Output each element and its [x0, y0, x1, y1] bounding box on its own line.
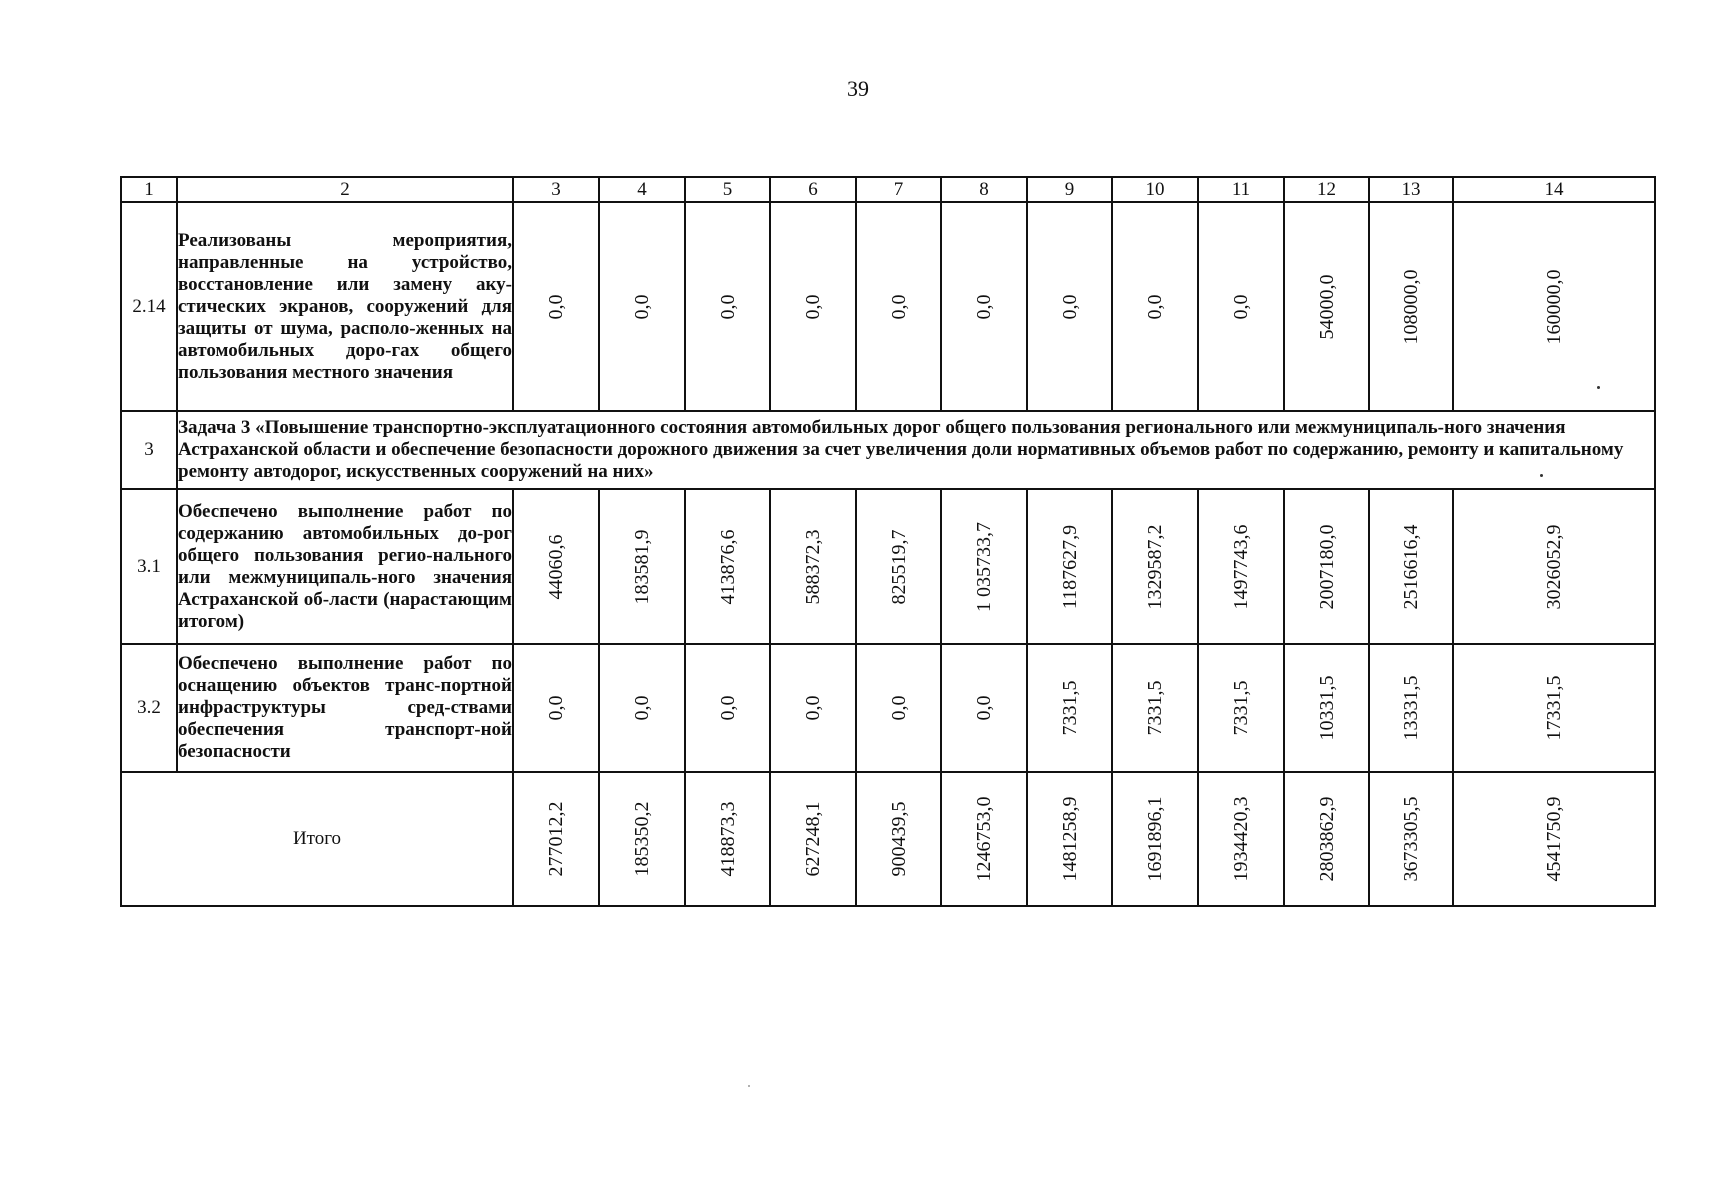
value-cell [513, 489, 599, 644]
table-row [121, 489, 1655, 644]
value-cell [1284, 489, 1369, 644]
value-text: 0,0 [1230, 294, 1252, 319]
row-description: Обеспечено выполнение работ по оснащению объектов транс-портной инфраструктуры сред-ствами обеспечения транспорт-ной безопасности [177, 644, 513, 772]
row-number: 3.1 [121, 489, 177, 644]
header-cell: 7 [856, 177, 941, 202]
value-text: 0,0 [716, 695, 739, 721]
value-text: 1329587,2 [1144, 524, 1166, 609]
value-cell [1453, 489, 1655, 644]
value-cell [685, 772, 770, 906]
value-text: 1497743,6 [1230, 524, 1252, 609]
row-number: 3.2 [121, 644, 177, 772]
value-text: 3026052,9 [1543, 524, 1565, 609]
value-cell [599, 772, 685, 906]
row-number: 2.14 [121, 202, 177, 411]
value-text: 1934420,3 [1230, 796, 1252, 882]
value-text: 7331,5 [1230, 680, 1252, 736]
value-cell [1198, 489, 1284, 644]
value-text: 13331,5 [1400, 675, 1422, 741]
value-text: 1481258,9 [1058, 796, 1081, 882]
value-text: 1246753,0 [973, 796, 995, 882]
value-text: 418873,3 [716, 801, 739, 877]
value-cell [1453, 644, 1655, 772]
value-text: 10331,5 [1315, 675, 1338, 741]
header-cell: 3 [513, 177, 599, 202]
table-row [121, 202, 1655, 411]
value-cell [941, 644, 1027, 772]
value-cell [1369, 489, 1453, 644]
value-text: 0,0 [545, 695, 567, 721]
value-cell [599, 644, 685, 772]
value-text: 108000,0 [1400, 269, 1422, 344]
value-cell [941, 772, 1027, 906]
scan-speck [1540, 474, 1543, 477]
value-cell [1369, 644, 1453, 772]
value-cell [770, 644, 856, 772]
value-cell [1198, 644, 1284, 772]
value-cell [941, 489, 1027, 644]
value-text: 0,0 [716, 294, 739, 319]
budget-table [120, 176, 1656, 907]
task-row [121, 411, 1655, 489]
value-cell [1453, 202, 1655, 411]
value-cell [1198, 772, 1284, 906]
value-cell [941, 202, 1027, 411]
value-text: 1 035733,7 [973, 521, 995, 612]
page-number: 39 [847, 76, 869, 101]
value-text: 160000,0 [1543, 269, 1565, 344]
value-text: 0,0 [802, 695, 824, 721]
value-cell [685, 644, 770, 772]
header-row [121, 177, 1655, 202]
value-cell [1112, 644, 1198, 772]
value-text: 900439,5 [887, 801, 910, 877]
value-cell [856, 644, 941, 772]
task-description: Задача 3 «Повышение транспортно-эксплуатационного состояния автомобильных дорог общего пользования регионального или межмуниципаль-ного значения Астраханской области и обеспечение безопасности дорожного движения за счет увеличения доли нормативных объемов работ по содержанию, ремонту и капитальному ремонту автодорог, искусственных сооружений на них» [177, 411, 1655, 489]
value-cell [513, 772, 599, 906]
value-text: 1187627,9 [1058, 524, 1081, 609]
value-text: 0,0 [973, 294, 995, 319]
scan-speck [1597, 386, 1600, 389]
total-label: Итого [121, 772, 513, 906]
value-text: 0,0 [887, 695, 910, 721]
value-cell [513, 644, 599, 772]
value-cell [1027, 202, 1112, 411]
value-text: 0,0 [631, 695, 653, 721]
value-text: 0,0 [1058, 294, 1081, 319]
value-cell [770, 772, 856, 906]
value-text: 185350,2 [631, 801, 653, 877]
value-cell [685, 489, 770, 644]
value-cell [770, 489, 856, 644]
value-cell [770, 202, 856, 411]
value-cell [1112, 772, 1198, 906]
value-text: 0,0 [1144, 294, 1166, 319]
header-cell: 4 [599, 177, 685, 202]
table-row [121, 644, 1655, 772]
value-text: 0,0 [545, 294, 567, 319]
row-number: 3 [121, 411, 177, 489]
total-row [121, 772, 1655, 906]
value-text: 277012,2 [545, 801, 567, 877]
header-cell: 8 [941, 177, 1027, 202]
value-cell [1198, 202, 1284, 411]
value-cell [856, 772, 941, 906]
value-text: 3673305,5 [1400, 796, 1422, 882]
value-text: 1691896,1 [1144, 796, 1166, 882]
value-cell [1284, 644, 1369, 772]
row-description: Реализованы мероприятия, направленные на устройство, восстановление или замену аку-стических экранов, сооружений для защиты от шума, располо-женных на автомобильных доро-гах общего пользования местного значения [177, 202, 513, 411]
value-cell [685, 202, 770, 411]
header-cell: 12 [1284, 177, 1369, 202]
value-text: 2516616,4 [1400, 524, 1422, 609]
header-cell: 13 [1369, 177, 1453, 202]
value-cell [513, 202, 599, 411]
header-cell: 5 [685, 177, 770, 202]
value-cell [599, 202, 685, 411]
value-text: 825519,7 [887, 529, 910, 604]
value-cell [1112, 202, 1198, 411]
value-text: 413876,6 [716, 529, 739, 604]
value-cell [856, 489, 941, 644]
value-cell [1284, 772, 1369, 906]
header-cell: 9 [1027, 177, 1112, 202]
value-cell [1453, 772, 1655, 906]
value-cell [1027, 772, 1112, 906]
value-text: 2803862,9 [1315, 796, 1338, 882]
value-text: 7331,5 [1058, 680, 1081, 736]
value-text: 0,0 [802, 294, 824, 319]
value-text: 54000,0 [1315, 274, 1338, 339]
value-text: 183581,9 [631, 529, 653, 604]
value-cell [1369, 202, 1453, 411]
value-cell [599, 489, 685, 644]
value-text: 588372,3 [802, 529, 824, 604]
header-cell: 10 [1112, 177, 1198, 202]
header-cell: 1 [121, 177, 177, 202]
value-text: 2007180,0 [1315, 524, 1338, 609]
value-text: 0,0 [887, 294, 910, 319]
scan-speck [748, 1085, 750, 1087]
row-description: Обеспечено выполнение работ по содержанию автомобильных до-рог общего пользования регио-нального или межмуниципаль-ного значения Астраханской об-ласти (нарастающим итогом) [177, 489, 513, 644]
value-text: 627248,1 [802, 801, 824, 877]
value-cell [856, 202, 941, 411]
value-cell [1284, 202, 1369, 411]
value-text: 0,0 [973, 695, 995, 721]
value-text: 0,0 [631, 294, 653, 319]
value-text: 4541750,9 [1543, 796, 1565, 882]
value-cell [1027, 644, 1112, 772]
header-cell: 14 [1453, 177, 1655, 202]
value-text: 7331,5 [1144, 680, 1166, 736]
value-cell [1112, 489, 1198, 644]
value-cell [1027, 489, 1112, 644]
header-cell: 11 [1198, 177, 1284, 202]
value-cell [1369, 772, 1453, 906]
header-cell: 6 [770, 177, 856, 202]
header-cell: 2 [177, 177, 513, 202]
value-text: 44060,6 [545, 534, 567, 599]
value-text: 17331,5 [1543, 675, 1565, 741]
